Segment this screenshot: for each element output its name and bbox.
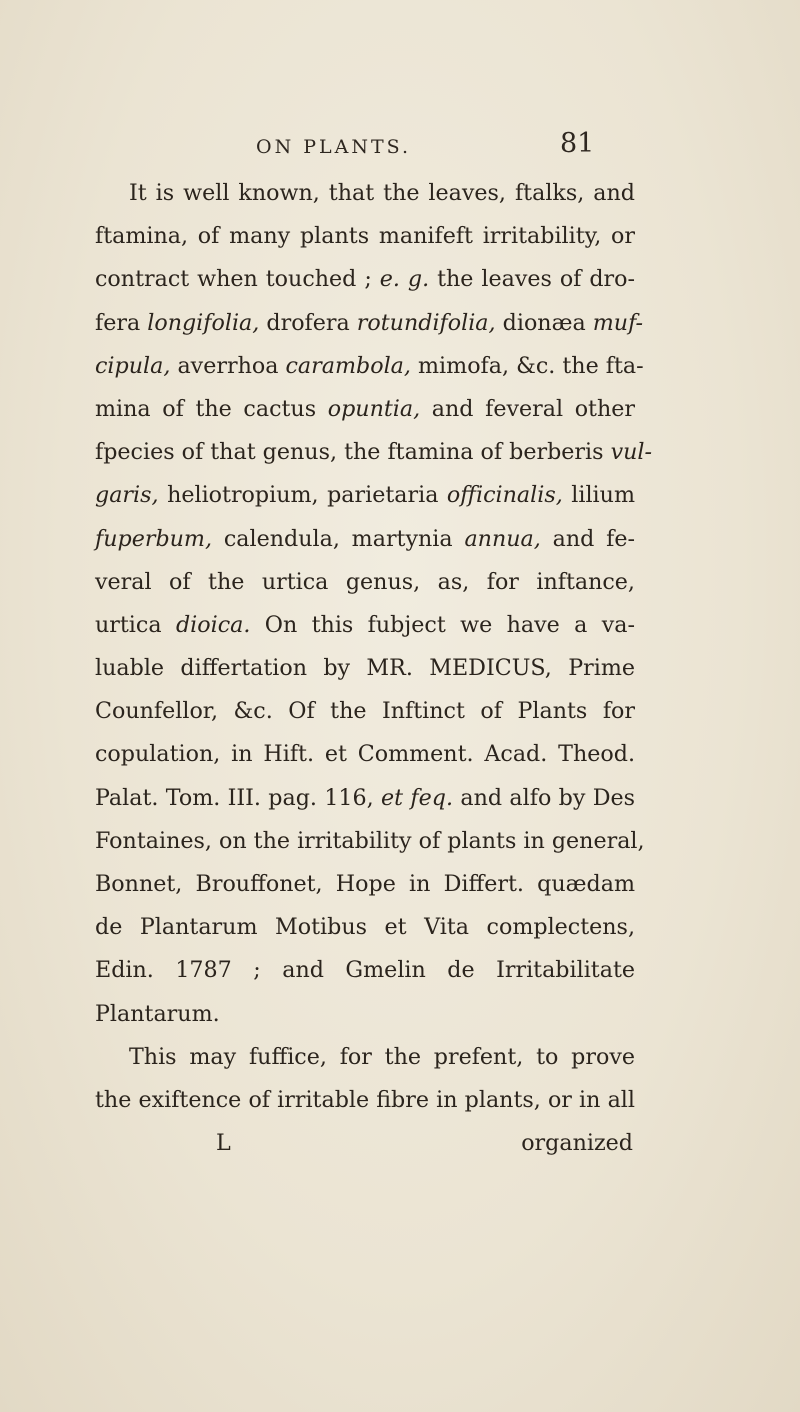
italic-term: vul-	[610, 439, 652, 466]
italic-term: longifolia,	[147, 309, 260, 336]
text-segment: copulation, in Hift. et Comment. Acad. Theod.	[95, 741, 635, 768]
italic-term: rotundifolia,	[356, 309, 496, 336]
text-segment: and fe-	[540, 525, 636, 552]
text-line	[95, 388, 635, 431]
text-segment: de Plantarum Motibus et Vita complectens,	[95, 914, 635, 941]
text-line	[95, 690, 635, 733]
text-segment: luable differtation by MR. MEDICUS, Prime	[95, 655, 635, 682]
text-segment: fera	[95, 309, 148, 336]
text-segment: Fontaines, on the irritability of plants in general,	[95, 827, 645, 854]
text-line	[95, 302, 643, 345]
italic-term: dioica.	[175, 611, 251, 638]
catchword: organized	[521, 1130, 633, 1157]
italic-term: muf-	[592, 309, 643, 336]
text-segment: Plantarum.	[95, 1000, 220, 1027]
page-footer	[95, 1122, 635, 1165]
italic-term: cipula,	[95, 352, 171, 379]
text-line	[95, 733, 635, 776]
text-line	[95, 993, 635, 1036]
italic-term: officinalis,	[446, 482, 563, 509]
italic-term: fuperbum,	[95, 525, 213, 552]
text-segment: calendula, martynia	[212, 525, 465, 552]
text-segment: It is well known, that the leaves, ftalks, and	[129, 180, 635, 206]
italic-term: et feq.	[381, 784, 454, 811]
text-line	[95, 1079, 635, 1122]
text-line	[95, 431, 652, 474]
text-segment: lilium	[562, 482, 635, 509]
text-segment: Palat. Tom. III. pag. 116,	[95, 784, 382, 811]
text-segment: fpecies of that genus, the ftamina of berberis	[95, 439, 611, 466]
text-segment: Bonnet, Brouffonet, Hope in Differt. quædam	[95, 871, 635, 897]
italic-term: e. g.	[379, 266, 430, 293]
text-line	[95, 906, 635, 949]
text-line	[95, 561, 635, 604]
text-segment: Edin. 1787 ; and Gmelin de Irritabilitate	[95, 957, 635, 984]
italic-term: opuntia,	[327, 395, 421, 422]
text-segment: contract when touched ;	[95, 266, 380, 293]
text-line	[95, 258, 635, 301]
text-line	[95, 1036, 635, 1079]
text-segment: dionæa	[495, 309, 593, 336]
text-line	[95, 604, 635, 647]
text-segment: and alfo by Des	[453, 784, 635, 811]
text-segment: drofera	[259, 309, 357, 336]
text-line	[95, 777, 635, 820]
text-segment: the exiftence of irritable fibre in plants, or in all	[95, 1086, 635, 1113]
text-segment: mimofa, &c. the fta-	[410, 352, 644, 379]
running-title: ON PLANTS.	[256, 136, 412, 158]
text-line	[95, 345, 644, 388]
running-head	[0, 128, 800, 172]
text-segment: Counfellor, &c. Of the Inftinct of Plants for	[95, 698, 635, 725]
text-segment: and feveral other	[420, 395, 635, 422]
text-line	[95, 820, 645, 863]
body-text	[95, 172, 652, 1165]
page-number: 81	[560, 128, 595, 159]
text-line	[95, 172, 635, 215]
text-segment: This may fuffice, for the prefent, to prove	[129, 1043, 635, 1070]
text-line	[95, 863, 635, 906]
text-segment: mina of the cactus	[95, 395, 328, 422]
italic-term: garis,	[95, 482, 159, 509]
text-line	[95, 518, 635, 561]
text-segment: ftamina, of many plants manifeft irritability, or	[95, 223, 635, 250]
text-line	[95, 215, 635, 258]
text-segment: heliotropium, parietaria	[158, 482, 447, 509]
text-segment: the leaves of dro-	[429, 266, 635, 293]
text-segment: On this fubject we have a va-	[250, 611, 635, 638]
text-line	[95, 474, 635, 517]
text-segment: averrhoa	[170, 352, 286, 379]
text-line	[95, 647, 635, 690]
italic-term: carambola,	[285, 352, 411, 379]
text-segment: urtica	[95, 611, 176, 638]
italic-term: annua,	[464, 525, 541, 552]
signature-mark: L	[216, 1130, 231, 1157]
text-segment: veral of the urtica genus, as, for inftance,	[95, 568, 635, 595]
text-line	[95, 949, 635, 992]
